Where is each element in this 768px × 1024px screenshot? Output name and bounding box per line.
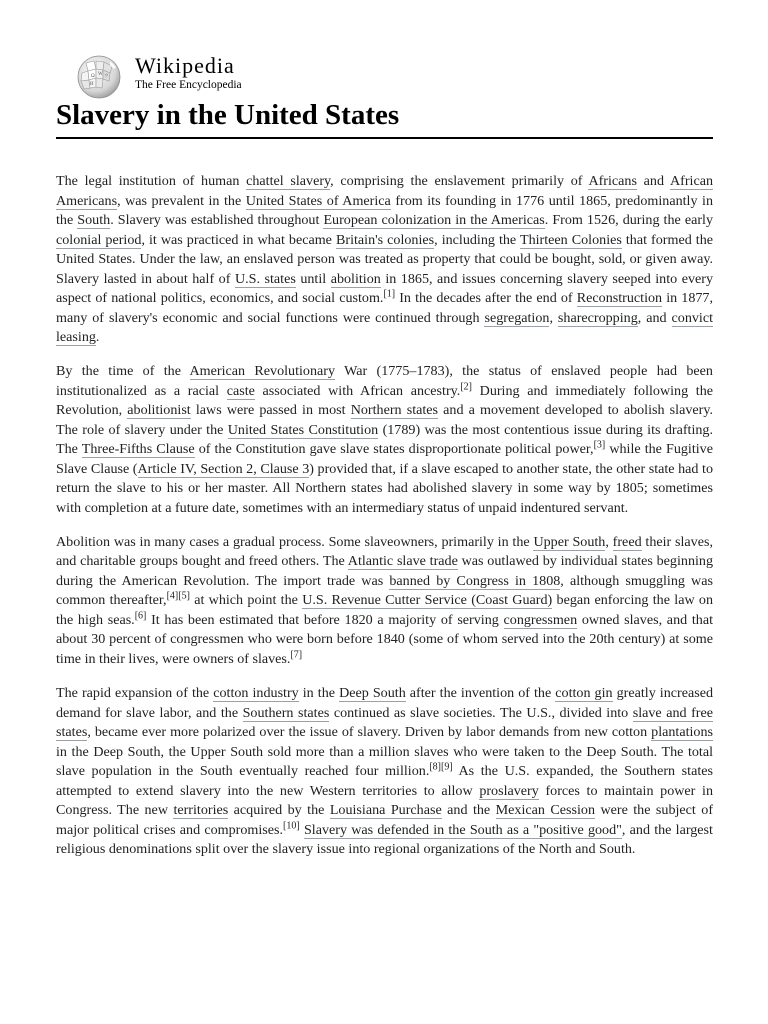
paragraph bbox=[56, 362, 713, 518]
article-link[interactable]: Reconstruction bbox=[576, 290, 663, 306]
paragraph-text: in the Deep South, the Upper South sold more than a million slaves who were taken to the Deep South. The total slave population in the South eventually reached four million. bbox=[56, 743, 713, 780]
paragraph-text: were the subject of major political crises and compromises. bbox=[56, 802, 714, 838]
paragraph-text: acquired by the bbox=[228, 802, 330, 819]
paragraph-text: associated with African ancestry. bbox=[254, 382, 461, 399]
paragraph-text: , became ever more polarized over the issue of slavery. Driven by labor demands from new cotton bbox=[87, 724, 652, 741]
citation-ref[interactable]: [10] bbox=[283, 819, 300, 831]
article-link[interactable]: Thirteen Colonies bbox=[519, 231, 622, 248]
article-link[interactable]: plantations bbox=[651, 724, 713, 741]
article-link[interactable]: cotton industry bbox=[213, 685, 299, 702]
article-link[interactable]: colonial period bbox=[56, 231, 142, 248]
citation-ref[interactable]: [2] bbox=[460, 381, 472, 392]
article-link[interactable]: abolitionist bbox=[127, 402, 191, 419]
paragraph-text: in 1865, and issues concerning slavery seeped into every aspect of national politics, economics, and social custom. bbox=[56, 270, 713, 306]
article-link[interactable]: chattel slavery bbox=[246, 173, 331, 189]
article-link[interactable]: Atlantic slave trade bbox=[347, 553, 458, 570]
article-link[interactable]: Upper South bbox=[533, 533, 606, 550]
paragraph-text: in the bbox=[298, 685, 340, 702]
paragraph-text: and the bbox=[441, 802, 496, 819]
paragraph-text: began enforcing the law on the high seas. bbox=[56, 592, 714, 628]
svg-text:W: W bbox=[98, 72, 103, 77]
paragraph-text: War (1775–1783), the status of enslaved people had been institutionalized as a racial bbox=[56, 363, 713, 399]
paragraph-text: , although smuggling was common thereafter, bbox=[56, 572, 713, 609]
article-link[interactable]: U.S. states bbox=[234, 270, 296, 287]
paragraph-text: (1789) was the most contentious issue during its drafting. The bbox=[56, 421, 713, 458]
article-link[interactable]: Britain's colonies bbox=[335, 231, 435, 248]
paragraph-text: , was prevalent in the bbox=[117, 192, 246, 209]
paragraph-text: It has been estimated that before 1820 a majority of serving bbox=[146, 611, 504, 628]
article-link[interactable]: American Revolutionary bbox=[189, 363, 336, 380]
paragraph-text: until bbox=[295, 270, 331, 287]
paragraph-text: By the time of the bbox=[56, 363, 190, 380]
article-link[interactable]: proslavery bbox=[479, 782, 539, 799]
paragraph-text: . bbox=[95, 329, 100, 345]
paragraph-text: while the Fugitive Slave Clause ( bbox=[56, 441, 713, 477]
article-link[interactable]: banned by Congress in 1808 bbox=[389, 572, 561, 589]
article-link[interactable]: Three-Fifths Clause bbox=[81, 441, 195, 458]
citation-ref[interactable]: [5] bbox=[178, 590, 190, 602]
paragraph-text: . From 1526, during the early bbox=[544, 212, 713, 228]
citation-ref[interactable]: [6] bbox=[134, 610, 147, 622]
article-body bbox=[56, 172, 713, 874]
paragraph-text: and a movement developed to abolish slavery. The role of slavery under the bbox=[56, 402, 713, 438]
svg-text:ウ: ウ bbox=[104, 73, 109, 78]
article-link[interactable]: United States of America bbox=[245, 192, 391, 209]
paragraph-text: and bbox=[636, 173, 670, 189]
paragraph-text: , and bbox=[637, 309, 672, 326]
paragraph-text: at which point the bbox=[189, 592, 303, 609]
paragraph-text: laws were passed in most bbox=[190, 402, 351, 419]
article-link[interactable]: convict leasing bbox=[56, 309, 713, 345]
article-link[interactable]: African Americans bbox=[56, 173, 714, 209]
paragraph-text: , bbox=[605, 533, 613, 550]
paragraph-text: ) provided that, if a slave escaped to another state, the other state had to return the slave to his or her master. All Northern states had abolished slavery in some way by 1805; sometimes with completion at a future date, sometimes with an intermediary status of unpaid indentured servant. bbox=[56, 460, 713, 516]
paragraph-text: As the U.S. expanded, the Southern states attempted to extend slavery into the new Western territories to allow bbox=[56, 763, 713, 799]
citation-ref[interactable]: [1] bbox=[383, 288, 396, 300]
citation-ref[interactable]: [3] bbox=[593, 439, 606, 451]
article-link[interactable]: U.S. Revenue Cutter Service (Coast Guard) bbox=[302, 592, 553, 609]
article-link[interactable]: European colonization in the Americas bbox=[323, 212, 545, 228]
paragraph-text: from its founding in 1776 until 1865, predominantly in the bbox=[56, 192, 713, 228]
paragraph bbox=[56, 533, 713, 670]
article-link[interactable]: Southern states bbox=[242, 704, 330, 721]
article-link[interactable]: Louisiana Purchase bbox=[329, 802, 442, 819]
article-link[interactable]: Mexican Cession bbox=[495, 802, 595, 819]
paragraph-text: after the invention of the bbox=[405, 685, 556, 702]
paragraph-text: The legal institution of human bbox=[56, 173, 247, 189]
paragraph bbox=[56, 172, 713, 348]
paragraph-text: , it was practiced in what became bbox=[141, 231, 336, 248]
paragraph-text: , including the bbox=[434, 231, 520, 248]
paragraph-text: of the Constitution gave slave states disproportionate political power, bbox=[194, 441, 594, 458]
paragraph-text: , and the largest religious denominations split over the slavery issue into regional organizations of the North and South. bbox=[56, 821, 713, 858]
paragraph-text: owned slaves, and that about 30 percent of congressmen who were born before 1840 (some of whom served into the 20th century) at some time in their lives, were owners of slaves. bbox=[56, 611, 714, 667]
citation-ref[interactable]: [7] bbox=[290, 649, 303, 661]
article-link[interactable]: sharecropping bbox=[557, 309, 638, 326]
paragraph-text: . Slavery was established throughout bbox=[110, 212, 324, 228]
citation-ref[interactable]: [4] bbox=[166, 590, 179, 602]
article-link[interactable]: cotton gin bbox=[555, 685, 613, 702]
article-link[interactable]: slave and free states bbox=[56, 704, 713, 741]
paragraph-text: in 1877, many of slavery's economic and social functions were continued through bbox=[56, 290, 713, 326]
article-link[interactable]: territories bbox=[173, 802, 229, 819]
wikipedia-globe-icon[interactable] bbox=[74, 53, 124, 99]
article-link[interactable]: Article IV, Section 2, Clause 3 bbox=[137, 460, 310, 477]
article-link[interactable]: Slavery was defended in the South as a "positive good" bbox=[303, 821, 622, 838]
svg-text:И: И bbox=[90, 82, 94, 87]
site-header bbox=[74, 50, 374, 100]
paragraph-text: was outlawed by individual states beginning during the American Revolution. The import trade was bbox=[56, 553, 713, 589]
wikipedia-wordmark[interactable]: Wikipedia bbox=[135, 53, 235, 78]
site-tagline: The Free Encyclopedia bbox=[135, 79, 242, 91]
paragraph-text: The rapid expansion of the bbox=[56, 685, 214, 702]
paragraph-text: In the decades after the end of bbox=[395, 290, 577, 306]
citation-ref[interactable]: [9] bbox=[441, 761, 453, 773]
article-link[interactable]: South bbox=[77, 212, 111, 228]
article-link[interactable]: United States Constitution bbox=[227, 421, 379, 438]
paragraph-text: forces to maintain power in Congress. The new bbox=[56, 782, 713, 819]
article-link[interactable]: abolition bbox=[330, 270, 381, 287]
paragraph-text: Abolition was in many cases a gradual process. Some slaveowners, primarily in the bbox=[56, 533, 534, 550]
title-divider bbox=[56, 137, 713, 139]
paragraph-text: greatly increased demand for slave labor, and the bbox=[56, 685, 714, 721]
citation-ref[interactable]: [8] bbox=[429, 761, 442, 773]
paragraph-text: that formed the United States. Under the law, an enslaved person was treated as property that could be bought, sold, or given away. Slavery lasted in about half of bbox=[56, 231, 714, 287]
article-link[interactable]: freed bbox=[612, 533, 642, 550]
paragraph-text: continued as slave societies. The U.S., divided into bbox=[329, 704, 633, 721]
article-link[interactable]: segregation bbox=[484, 309, 550, 326]
svg-text:Ω: Ω bbox=[91, 74, 95, 79]
article-link[interactable]: caste bbox=[226, 382, 255, 399]
article-link[interactable]: Africans bbox=[588, 173, 637, 189]
paragraph-text: their slaves, and charitable groups bought and freed others. The bbox=[56, 533, 713, 570]
paragraph-text: , bbox=[549, 309, 558, 326]
article-link[interactable]: Northern states bbox=[350, 402, 439, 419]
paragraph-text: During and immediately following the Revolution, bbox=[56, 382, 713, 419]
article-link[interactable]: Deep South bbox=[339, 685, 406, 702]
page-title: Slavery in the United States bbox=[56, 99, 400, 131]
article-link[interactable]: congressmen bbox=[503, 611, 578, 628]
paragraph-text: , comprising the enslavement primarily of bbox=[330, 173, 589, 189]
paragraph bbox=[56, 684, 713, 860]
